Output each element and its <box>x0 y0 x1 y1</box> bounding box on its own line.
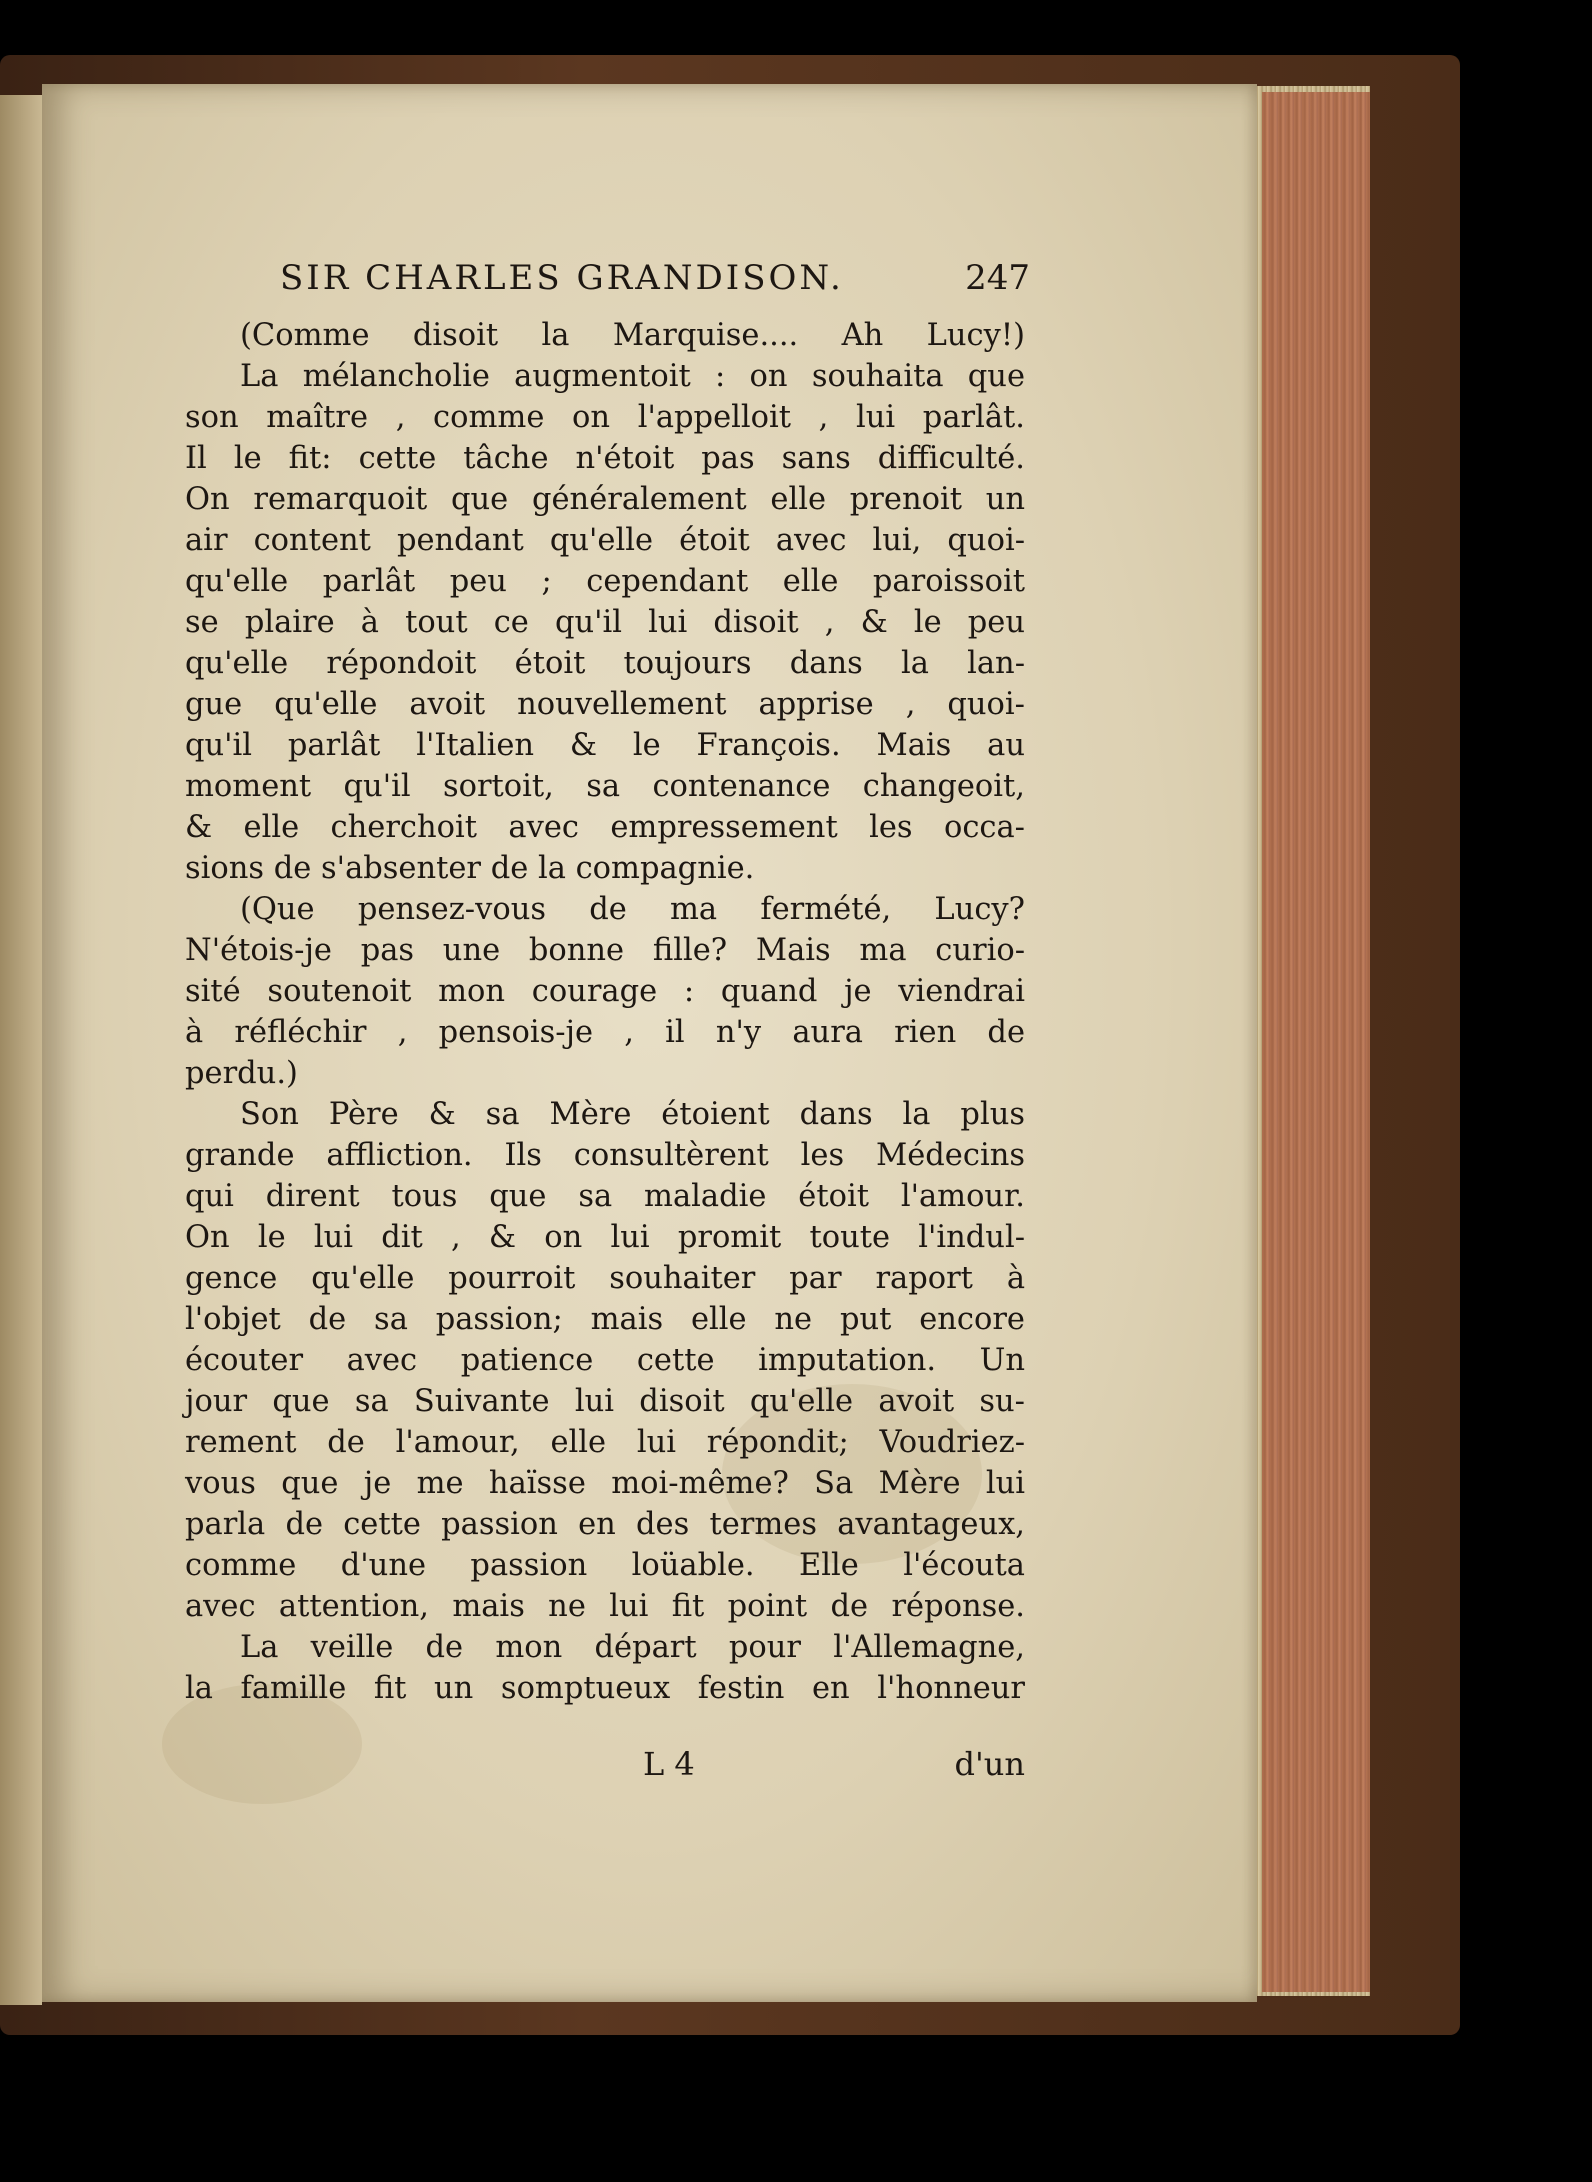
text-line: avec attention, mais ne lui fit point de réponse. <box>185 1589 1025 1624</box>
text-line: sité soutenoit mon courage : quand je viendrai <box>185 974 1025 1009</box>
text-line: son maître , comme on l'appelloit , lui parlât. <box>185 400 1025 435</box>
text-line: rement de l'amour, elle lui répondit; Voudriez- <box>185 1425 1025 1460</box>
text-line: gence qu'elle pourroit souhaiter par raport à <box>185 1261 1025 1296</box>
text-line: vous que je me haïsse moi-même? Sa Mère lui <box>185 1466 1025 1501</box>
text-line: gue qu'elle avoit nouvellement apprise , quoi- <box>185 687 1025 722</box>
text-line: grande affliction. Ils consultèrent les Médecins <box>185 1138 1025 1173</box>
catchword: d'un <box>954 1745 1025 1783</box>
previous-page-edge <box>0 95 42 2005</box>
text-line: jour que sa Suivante lui disoit qu'elle avoit su- <box>185 1384 1025 1419</box>
text-line: (Que pensez-vous de ma fermété, Lucy? <box>240 892 1025 927</box>
signature-mark: L 4 <box>643 1745 695 1783</box>
text-line: perdu.) <box>185 1056 298 1091</box>
text-line: à réfléchir , pensois-je , il n'y aura rien de <box>185 1015 1025 1050</box>
text-line: qu'il parlât l'Italien & le François. Mais au <box>185 728 1025 763</box>
text-line: (Comme disoit la Marquise.... Ah Lucy!) <box>240 318 1025 353</box>
text-line: écouter avec patience cette imputation. Un <box>185 1343 1025 1378</box>
page-number: 247 <box>965 258 1030 298</box>
running-title: SIR CHARLES GRANDISON. <box>280 258 844 298</box>
text-line: moment qu'il sortoit, sa contenance changeoit, <box>185 769 1025 804</box>
text-line: Il le fit: cette tâche n'étoit pas sans difficulté. <box>185 441 1025 476</box>
text-line: La mélancholie augmentoit : on souhaita que <box>240 359 1025 394</box>
page-footer <box>185 1745 1025 1790</box>
text-line: qui dirent tous que sa maladie étoit l'amour. <box>185 1179 1025 1214</box>
text-line: comme d'une passion loüable. Elle l'écouta <box>185 1548 1025 1583</box>
text-line: qu'elle répondoit étoit toujours dans la lan- <box>185 646 1025 681</box>
text-line: On remarquoit que généralement elle prenoit un <box>185 482 1025 517</box>
text-line: se plaire à tout ce qu'il lui disoit , & le peu <box>185 605 1025 640</box>
text-line: N'étois-je pas une bonne fille? Mais ma curio- <box>185 933 1025 968</box>
text-line: parla de cette passion en des termes avantageux, <box>185 1507 1025 1542</box>
text-line: air content pendant qu'elle étoit avec lui, quoi- <box>185 523 1025 558</box>
text-line: l'objet de sa passion; mais elle ne put encore <box>185 1302 1025 1337</box>
red-page-edge <box>1262 92 1370 1992</box>
text-line: La veille de mon départ pour l'Allemagne, <box>240 1630 1025 1665</box>
text-line: & elle cherchoit avec empressement les occa- <box>185 810 1025 845</box>
text-line: Son Père & sa Mère étoient dans la plus <box>240 1097 1025 1132</box>
text-line: qu'elle parlât peu ; cependant elle paroissoit <box>185 564 1025 599</box>
text-line: sions de s'absenter de la compagnie. <box>185 851 755 886</box>
text-line: On le lui dit , & on lui promit toute l'indul- <box>185 1220 1025 1255</box>
text-line: la famille fit un somptueux festin en l'honneur <box>185 1671 1025 1706</box>
running-header <box>280 258 1030 306</box>
